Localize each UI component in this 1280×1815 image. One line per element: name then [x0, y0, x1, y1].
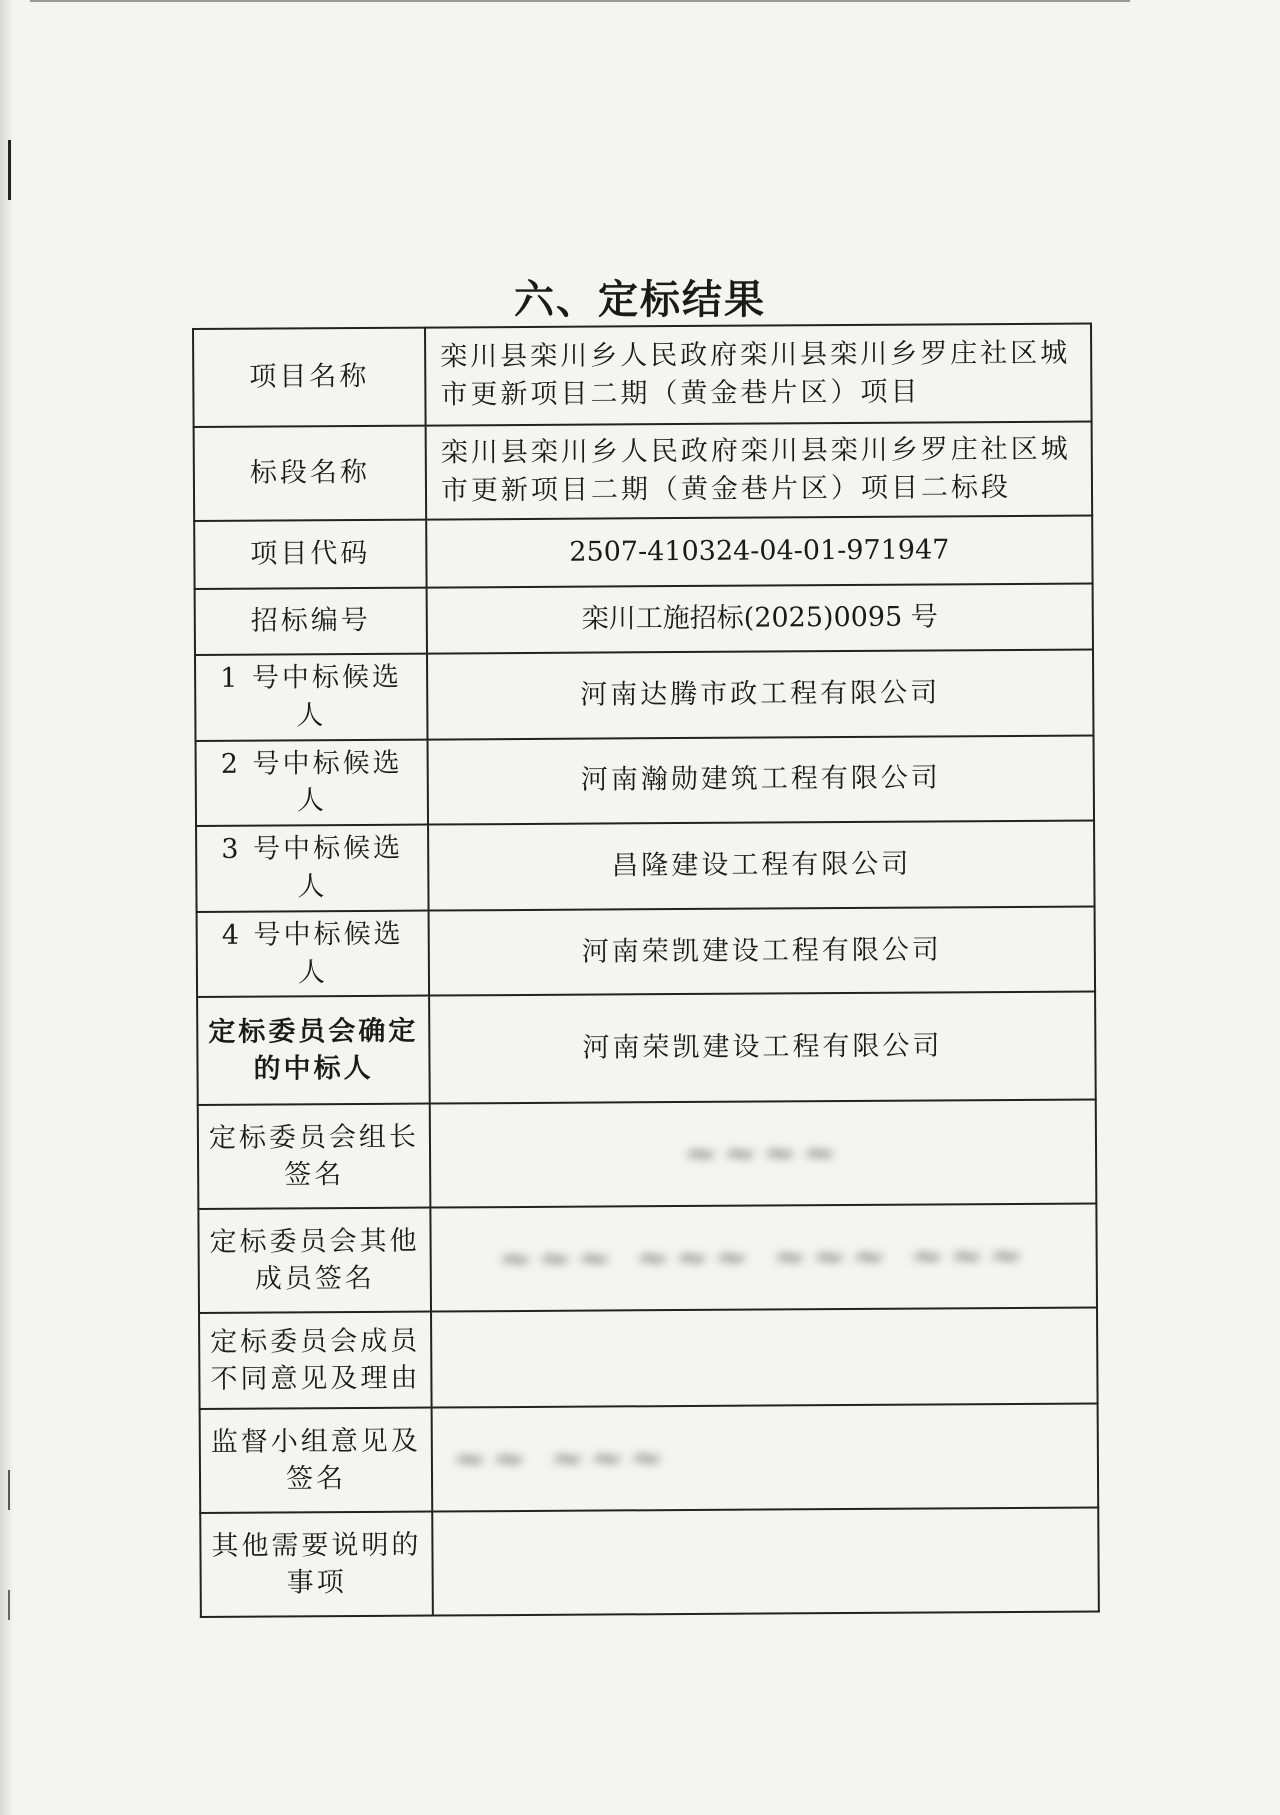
row-label: 定标委员会确定的中标人: [197, 996, 430, 1105]
table-row: [200, 1404, 1099, 1513]
scan-artifact: [8, 140, 11, 200]
row-value: 栾川县栾川乡人民政府栾川县栾川乡罗庄社区城市更新项目二期（黄金巷片区）项目: [425, 324, 1092, 426]
table-row: [193, 324, 1092, 427]
table-row: [200, 1508, 1099, 1617]
leader-signature: [430, 1100, 1097, 1208]
row-value: 河南荣凯建设工程有限公司: [429, 992, 1096, 1104]
table-row: [196, 821, 1095, 912]
blurred-signature: ~~~ ~~~ ~~~ ~~~: [498, 1233, 1029, 1283]
blurred-signature: ~~ ~~~: [452, 1435, 670, 1483]
table-row: [194, 422, 1093, 521]
scan-artifact: [8, 1590, 10, 1620]
row-value: 河南瀚勋建筑工程有限公司: [428, 735, 1095, 825]
row-value: 昌隆建设工程有限公司: [428, 821, 1095, 911]
row-label: 3 号中标候选人: [196, 825, 429, 912]
row-value: 2507-410324-04-01-971947: [426, 516, 1092, 588]
row-label: 定标委员会成员不同意见及理由: [199, 1312, 432, 1409]
members-signature: [430, 1204, 1097, 1312]
table-row: [195, 584, 1093, 655]
scan-artifact: [8, 1470, 10, 1510]
row-label: 项目名称: [193, 328, 426, 427]
row-label: 标段名称: [194, 426, 427, 521]
table-row: [199, 1308, 1098, 1409]
row-label: 项目代码: [194, 520, 426, 589]
row-value: 栾川工施招标(2025)0095 号: [427, 584, 1093, 654]
row-label: 其他需要说明的事项: [200, 1512, 433, 1617]
blurred-signature: ~~~~: [683, 1130, 843, 1178]
page-title: 六、定标结果: [514, 276, 766, 323]
result-table: [192, 323, 1100, 1619]
table-row: [197, 992, 1096, 1105]
row-label: 招标编号: [195, 588, 427, 655]
row-label: 定标委员会组长签名: [198, 1104, 431, 1209]
row-label: 1 号中标候选人: [195, 654, 428, 741]
table-row: [195, 650, 1094, 741]
table-row: [197, 906, 1096, 997]
table-row: [194, 516, 1092, 589]
row-value: [432, 1508, 1099, 1616]
scan-top-edge: [30, 0, 1130, 2]
row-label: 2 号中标候选人: [196, 739, 429, 826]
row-label: 4 号中标候选人: [197, 910, 430, 997]
table-row: [198, 1204, 1097, 1313]
row-value: 栾川县栾川乡人民政府栾川县栾川乡罗庄社区城市更新项目二期（黄金巷片区）项目二标段: [426, 422, 1093, 520]
row-value: 河南荣凯建设工程有限公司: [429, 906, 1096, 996]
result-table-wrapper: [192, 323, 1100, 1619]
row-label: 监督小组意见及签名: [200, 1408, 433, 1513]
row-label: 定标委员会其他成员签名: [198, 1208, 431, 1313]
supervision-signature: [432, 1404, 1099, 1512]
row-value: 河南达腾市政工程有限公司: [427, 650, 1094, 740]
table-row: [198, 1100, 1097, 1209]
row-value: [431, 1308, 1098, 1408]
table-row: [196, 735, 1095, 826]
